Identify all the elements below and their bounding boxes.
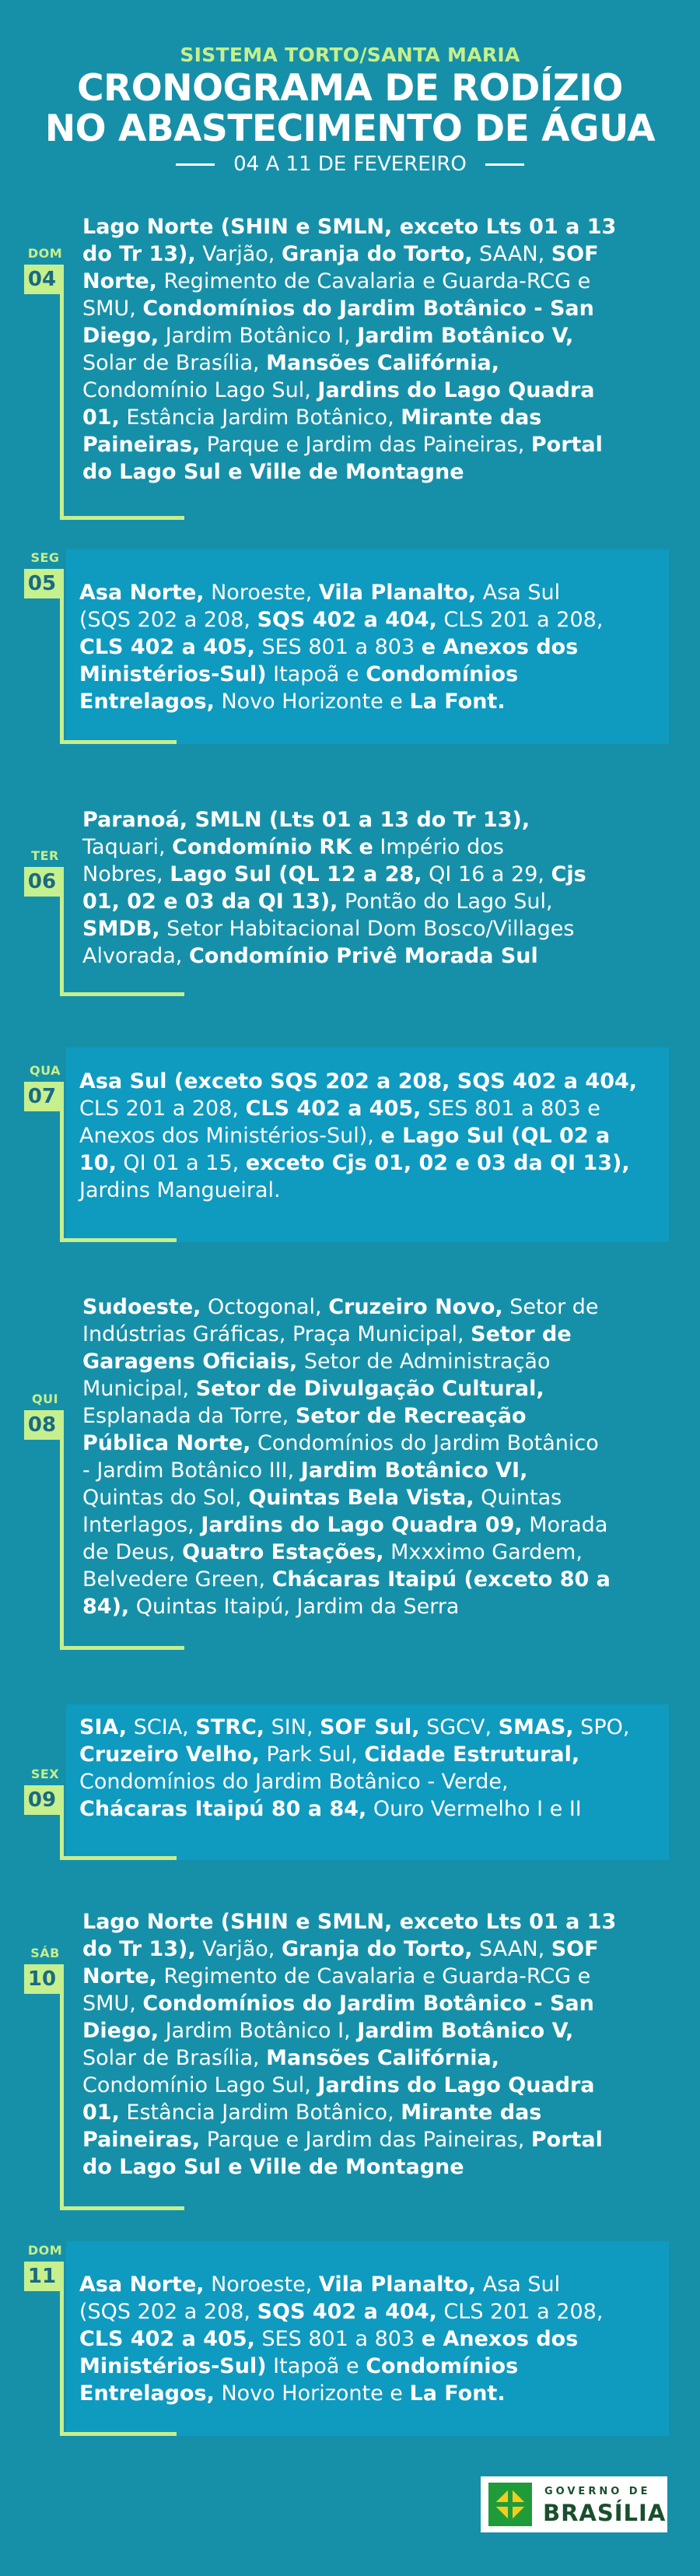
day-name: DOM	[27, 2243, 63, 2258]
locations-line: 10, QI 01 a 15, exceto Cjs 01, 02 e 03 da QI 13),	[79, 1151, 630, 1175]
locations-line: SIA, SCIA, STRC, SIN, SOF Sul, SGCV, SMAS, SPO,	[79, 1715, 630, 1739]
locations-line: SMU, Condomínios do Jardim Botânico - San	[82, 1992, 594, 2016]
locations-line: CLS 201 a 208, CLS 402 a 405, SES 801 a 803 e	[79, 1097, 600, 1121]
accent-line-horizontal	[60, 1646, 184, 1650]
locations-line: do Tr 13), Varjão, Granja do Torto, SAAN, SOF	[82, 242, 599, 266]
day-number: 07	[24, 1082, 60, 1111]
logo-line-2: BRASÍLIA	[543, 2500, 667, 2526]
locations-text	[82, 213, 616, 486]
flag-icon	[488, 2483, 532, 2526]
locations-line: Ministérios-Sul) Itapoã e Condomínios	[79, 662, 519, 686]
day-name: SEG	[30, 550, 60, 565]
locations-line: Garagens Oficiais, Setor de Administração	[82, 1349, 551, 1374]
accent-line-horizontal	[60, 2432, 177, 2436]
locations-line: 01, Estância Jardim Botânico, Mirante das	[82, 405, 542, 430]
accent-line-horizontal	[60, 516, 184, 520]
day-number: 10	[24, 1964, 60, 1994]
system-subtitle: SISTEMA TORTO/SANTA MARIA	[180, 44, 520, 66]
locations-text	[82, 1293, 611, 1620]
accent-line-vertical	[60, 569, 64, 744]
day-name: SÁB	[30, 1946, 60, 1960]
locations-line: Interlagos, Jardins do Lago Quadra 09, Morada	[82, 1513, 608, 1537]
locations-line: Sudoeste, Octogonal, Cruzeiro Novo, Setor de	[82, 1295, 599, 1319]
locations-line: do Tr 13), Varjão, Granja do Torto, SAAN, SOF	[82, 1937, 599, 1961]
day-name: QUI	[31, 1392, 59, 1406]
governo-de-brasilia-logo	[481, 2476, 667, 2532]
day-number: 11	[24, 2262, 60, 2291]
locations-line: do Lago Sul e Ville de Montagne	[82, 460, 464, 484]
day-name: SEX	[30, 1767, 60, 1781]
locations-line: (SQS 202 a 208, SQS 402 a 404, CLS 201 a 208,	[79, 608, 604, 632]
accent-line-horizontal	[60, 1856, 177, 1860]
locations-line: Taquari, Condomínio RK e Império dos	[82, 835, 504, 859]
locations-line: (SQS 202 a 208, SQS 402 a 404, CLS 201 a 208,	[79, 2300, 604, 2324]
accent-line-vertical	[60, 1082, 64, 1242]
locations-line: Ministérios-Sul) Itapoã e Condomínios	[79, 2354, 519, 2378]
accent-line-horizontal	[60, 992, 184, 996]
title-line-1: CRONOGRAMA DE RODÍZIO	[77, 67, 623, 110]
locations-text	[79, 1714, 629, 1823]
day-name: DOM	[27, 246, 63, 261]
locations-line: Indústrias Gráficas, Praça Municipal, Setor de	[82, 1322, 572, 1346]
locations-line: Diego, Jardim Botânico I, Jardim Botânico V,	[82, 324, 574, 348]
day-number: 04	[24, 265, 60, 294]
locations-line: Asa Sul (exceto SQS 202 a 208, SQS 402 a 404,	[79, 1069, 638, 1093]
locations-line: - Jardim Botânico III, Jardim Botânico VI,	[82, 1458, 528, 1483]
locations-line: Entrelagos, Novo Horizonte e La Font.	[79, 2381, 506, 2406]
locations-text	[79, 1068, 637, 1204]
locations-line: CLS 402 a 405, SES 801 a 803 e Anexos dos	[79, 635, 579, 659]
locations-line: Belvedere Green, Chácaras Itaipú (exceto 80 a	[82, 1567, 611, 1592]
locations-line: 01, Estância Jardim Botânico, Mirante das	[82, 2100, 542, 2125]
accent-line-horizontal	[60, 740, 177, 744]
accent-line-vertical	[60, 867, 64, 996]
locations-line: Jardins Mangueiral.	[79, 1178, 281, 1202]
locations-line: Alvorada, Condomínio Privê Morada Sul	[82, 944, 538, 968]
day-name: QUA	[30, 1063, 61, 1078]
locations-line: Lago Norte (SHIN e SMLN, exceto Lts 01 a 13	[82, 215, 617, 239]
locations-line: Chácaras Itaipú 80 a 84, Ouro Vermelho I e II	[79, 1797, 582, 1821]
locations-line: Condomínio Lago Sul, Jardins do Lago Quadra	[82, 378, 595, 402]
day-number: 09	[24, 1785, 60, 1815]
locations-line: Solar de Brasília, Mansões Califórnia,	[82, 2046, 499, 2070]
locations-line: Asa Norte, Noroeste, Vila Planalto, Asa Sul	[79, 2272, 561, 2297]
locations-line: Cruzeiro Velho, Park Sul, Cidade Estrutural,	[79, 1742, 580, 1767]
locations-line: SMDB, Setor Habitacional Dom Bosco/Villages	[82, 917, 575, 941]
locations-line: Condomínios do Jardim Botânico - Verde,	[79, 1770, 509, 1794]
date-range-text: 04 A 11 DE FEVEREIRO	[233, 153, 467, 176]
accent-line-vertical	[60, 265, 64, 520]
accent-line-horizontal	[60, 2206, 184, 2210]
locations-line: Asa Norte, Noroeste, Vila Planalto, Asa Sul	[79, 581, 561, 605]
accent-line-vertical	[60, 2262, 64, 2436]
locations-line: Diego, Jardim Botânico I, Jardim Botânico V,	[82, 2019, 574, 2043]
divider-left	[176, 163, 215, 166]
divider-right	[485, 163, 524, 166]
locations-line: Norte, Regimento de Cavalaria e Guarda-RCG e	[82, 269, 591, 293]
locations-text	[82, 1908, 616, 2181]
locations-line: Paineiras, Parque e Jardim das Paineiras, Portal	[82, 433, 603, 457]
accent-line-horizontal	[60, 1238, 177, 1242]
locations-line: Quintas do Sol, Quintas Bela Vista, Quintas	[82, 1486, 562, 1510]
accent-line-vertical	[60, 1785, 64, 1860]
locations-line: 01, 02 e 03 da QI 13), Pontão do Lago Sul,	[82, 890, 553, 914]
logo-line-1: GOVERNO DE	[544, 2486, 651, 2497]
locations-line: Esplanada da Torre, Setor de Recreação	[82, 1404, 527, 1428]
locations-line: SMU, Condomínios do Jardim Botânico - San	[82, 297, 594, 321]
page-title	[0, 68, 700, 149]
locations-line: Pública Norte, Condomínios do Jardim Botânico	[82, 1431, 599, 1455]
title-line-2: NO ABASTECIMENTO DE ÁGUA	[44, 107, 656, 150]
locations-line: Lago Norte (SHIN e SMLN, exceto Lts 01 a 13	[82, 1910, 617, 1934]
day-number: 06	[24, 867, 60, 897]
locations-line: Entrelagos, Novo Horizonte e La Font.	[79, 690, 506, 714]
locations-text	[79, 579, 603, 715]
locations-line: CLS 402 a 405, SES 801 a 803 e Anexos dos	[79, 2327, 579, 2351]
locations-text	[79, 2271, 603, 2407]
locations-line: Paineiras, Parque e Jardim das Paineiras, Portal	[82, 2128, 603, 2152]
locations-line: de Deus, Quatro Estações, Mxxximo Gardem,	[82, 1540, 583, 1564]
locations-line: Municipal, Setor de Divulgação Cultural,	[82, 1377, 544, 1401]
locations-text	[82, 806, 586, 970]
locations-line: Solar de Brasília, Mansões Califórnia,	[82, 351, 499, 375]
locations-line: Paranoá, SMLN (Lts 01 a 13 do Tr 13),	[82, 808, 530, 832]
locations-line: Norte, Regimento de Cavalaria e Guarda-RCG e	[82, 1964, 591, 1988]
accent-line-vertical	[60, 1964, 64, 2210]
day-number: 05	[24, 569, 60, 598]
accent-line-vertical	[60, 1410, 64, 1650]
locations-line: Anexos dos Ministérios-Sul), e Lago Sul (QL 02 a	[79, 1124, 611, 1148]
date-range	[0, 153, 700, 176]
day-name: TER	[31, 848, 59, 863]
locations-line: do Lago Sul e Ville de Montagne	[82, 2155, 464, 2179]
locations-line: 84), Quintas Itaipú, Jardim da Serra	[82, 1595, 460, 1619]
locations-line: Condomínio Lago Sul, Jardins do Lago Quadra	[82, 2073, 595, 2097]
locations-line: Nobres, Lago Sul (QL 12 a 28, QI 16 a 29, Cjs	[82, 862, 586, 886]
day-number: 08	[24, 1410, 60, 1440]
